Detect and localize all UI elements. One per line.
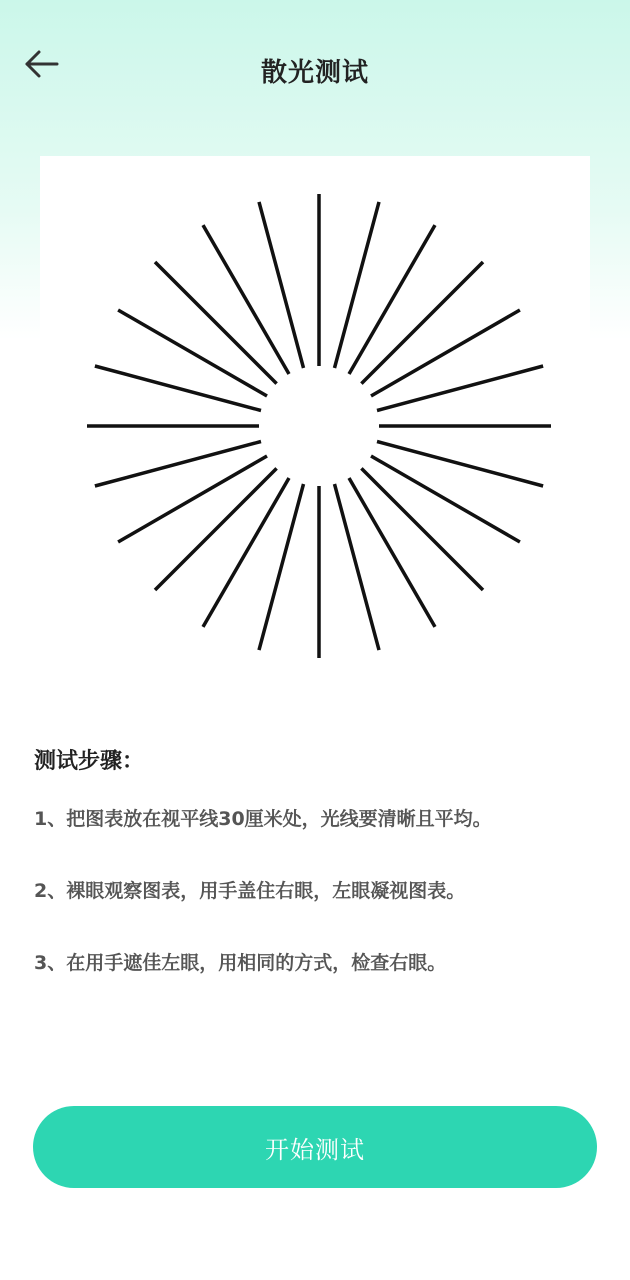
dial-line [377,442,543,487]
dial-line [377,366,543,411]
astigmatism-dial [40,156,590,696]
dial-line [335,202,380,368]
dial-line [259,202,304,368]
page-title: 散光测试 [260,58,369,88]
astigmatism-chart-card [40,156,590,696]
dial-line [259,484,304,650]
steps-heading: 测试步骤： [34,749,145,774]
dial-line [335,484,380,650]
step-1-text: 1、把图表放在视平线30厘米处，光线要清晰且平均。 [34,808,492,830]
step-3-text: 3、在用手遮佳左眼，用相同的方式，检查右眼。 [34,952,447,974]
dial-line [95,366,261,411]
step-2-text: 2、裸眼观察图表，用手盖住右眼，左眼凝视图表。 [34,880,466,902]
app-header [0,0,630,140]
dial-line [95,442,261,487]
start-test-button[interactable]: 开始测试 [33,1106,597,1188]
